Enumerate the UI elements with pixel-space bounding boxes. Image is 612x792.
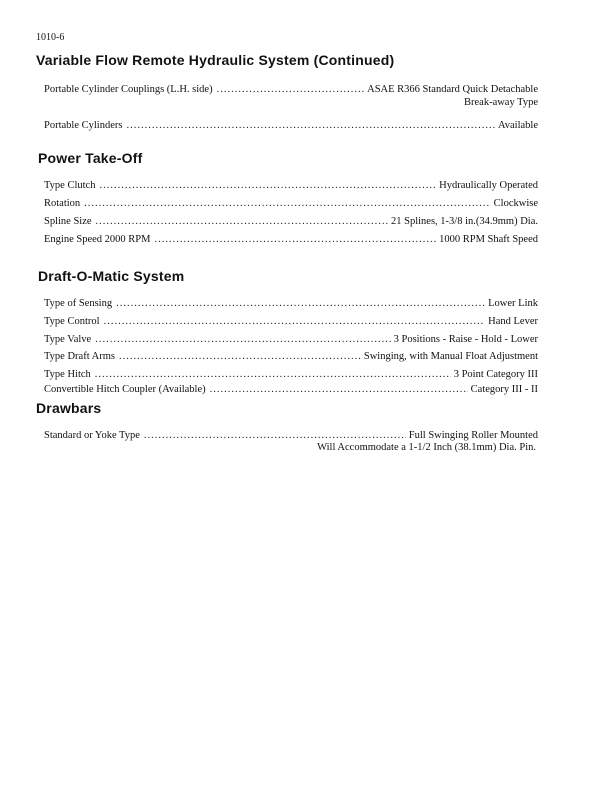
section-title-pto: Power Take-Off — [38, 150, 143, 166]
spec-row-rotation — [44, 197, 538, 210]
leader-dots — [126, 119, 495, 132]
spec-row-hitch-coupler — [44, 383, 538, 396]
spec-row-cylinder-couplings — [44, 83, 538, 96]
spec-row-control — [44, 315, 538, 328]
spec-value: ASAE R366 Standard Quick Detachable — [367, 84, 538, 95]
spec-label: Type Clutch — [44, 180, 96, 191]
spec-value: 3 Point Category III — [453, 369, 538, 380]
spec-label: Type Valve — [44, 334, 92, 345]
spec-label: Portable Cylinders — [44, 120, 123, 131]
spec-value: Lower Link — [488, 298, 538, 309]
spec-value: 21 Splines, 1-3/8 in.(34.9mm) Dia. — [391, 216, 538, 227]
spec-label: Engine Speed 2000 RPM — [44, 234, 151, 245]
spec-row-portable-cylinders — [44, 119, 538, 132]
spec-row-hitch — [44, 368, 538, 381]
spec-label: Rotation — [44, 198, 81, 209]
spec-value: Clockwise — [493, 198, 538, 209]
leader-dots — [154, 233, 436, 246]
spec-label: Portable Cylinder Couplings (L.H. side) — [44, 84, 213, 95]
spec-value: Full Swinging Roller Mounted — [408, 430, 538, 441]
spec-row-engine-speed — [44, 233, 538, 246]
spec-value: Available — [497, 120, 538, 131]
leader-dots — [84, 197, 491, 210]
spec-label: Type Draft Arms — [44, 351, 115, 362]
spec-row-sensing — [44, 297, 538, 310]
spec-value: 3 Positions - Raise - Hold - Lower — [393, 334, 538, 345]
section-title-draft: Draft-O-Matic System — [38, 268, 185, 284]
spec-label: Convertible Hitch Coupler (Available) — [44, 384, 206, 395]
page-number: 1010-6 — [36, 32, 65, 43]
leader-dots — [95, 333, 390, 346]
spec-value: Category III - II — [470, 384, 538, 395]
spec-value: Swinging, with Manual Float Adjustment — [363, 351, 538, 362]
leader-dots — [95, 368, 451, 381]
spec-label: Type Hitch — [44, 369, 91, 380]
leader-dots — [96, 215, 388, 228]
spec-row-draft-arms — [44, 350, 538, 363]
leader-dots — [119, 350, 361, 363]
spec-value: Hydraulically Operated — [439, 180, 538, 191]
spec-row-type-clutch — [44, 179, 538, 192]
leader-dots — [99, 179, 436, 192]
spec-row-spline-size — [44, 215, 538, 228]
spec-label: Spline Size — [44, 216, 92, 227]
section-title-hydraulic: Variable Flow Remote Hydraulic System (Continued) — [36, 52, 395, 68]
leader-dots — [104, 315, 486, 328]
leader-dots — [116, 297, 485, 310]
spec-label: Type of Sensing — [44, 298, 113, 309]
spec-row-valve — [44, 333, 538, 346]
spec-value-continued: Break-away Type — [464, 97, 538, 108]
spec-value: 1000 RPM Shaft Speed — [439, 234, 538, 245]
section-title-drawbars: Drawbars — [36, 400, 102, 416]
spec-label: Type Control — [44, 316, 100, 327]
spec-label: Standard or Yoke Type — [44, 430, 140, 441]
spec-value: Hand Lever — [488, 316, 538, 327]
spec-value-continued: Will Accommodate a 1-1/2 Inch (38.1mm) Dia. Pin. — [317, 442, 536, 453]
leader-dots — [217, 83, 365, 96]
leader-dots — [210, 383, 468, 396]
